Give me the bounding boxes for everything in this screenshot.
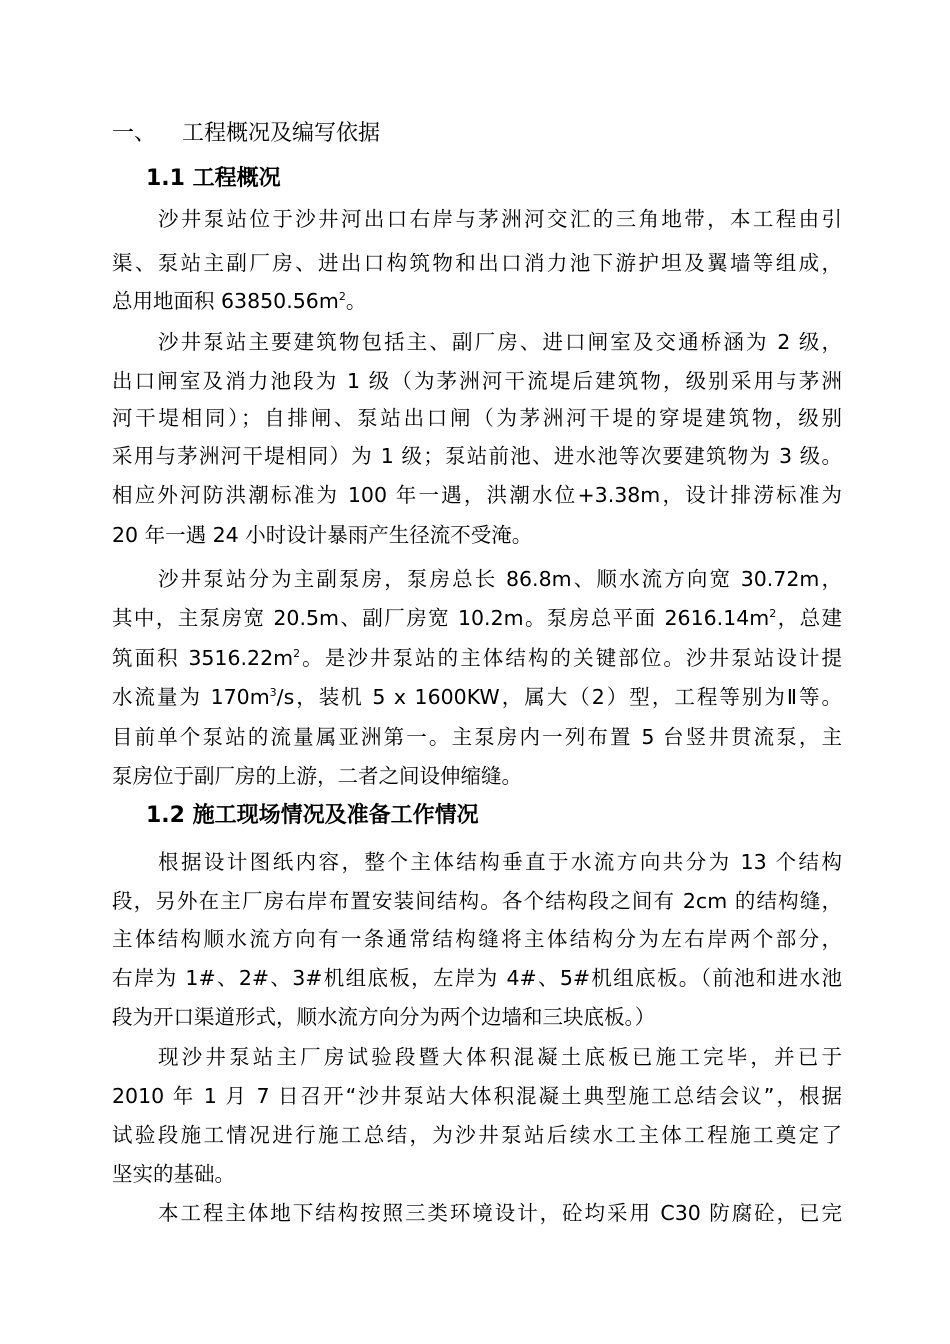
paragraph-line: 20 年一遇 24 小时设计暴雨产生径流不受淹。	[112, 523, 533, 547]
section-heading-1-2: 1.2 施工现场情况及准备工作情况	[146, 803, 479, 828]
paragraph-line: 段，另外在主厂房右岸布置安装间结构。各个结构段之间有 2cm 的结构缝，	[112, 889, 842, 913]
paragraph-line: 采用与茅洲河干堤相同）为 1 级；泵站前池、进水池等次要建筑物为 3 级。	[112, 444, 842, 468]
paragraph-line: 目前单个泵站的流量属亚洲第一。主泵房内一列布置 5 台竖井贯流泵，主	[112, 725, 842, 749]
text-run: 其中，主泵房宽 20.5m、副厂房宽 10.2m。泵房总平面 2616.14m	[112, 606, 770, 630]
text-run: 水流量为 170m	[112, 685, 270, 709]
paragraph-line: 右岸为 1#、2#、3#机组底板，左岸为 4#、5#机组底板。（前池和进水池	[112, 966, 842, 990]
section-heading-1-1: 1.1 工程概况	[146, 166, 281, 191]
text-run: ，总建	[776, 606, 842, 630]
text-run: 。	[345, 289, 367, 313]
paragraph-line: 2010 年 1 月 7 日召开“沙井泵站大体积混凝土典型施工总结会议”，根据	[112, 1084, 842, 1108]
text-run: 总用地面积 63850.56m	[112, 289, 339, 313]
paragraph-line: 沙井泵站位于沙井河出口右岸与茅洲河交汇的三角地带，本工程由引	[158, 207, 842, 231]
paragraph-line: 沙井泵站分为主副泵房，泵房总长 86.8m、顺水流方向宽 30.72m，	[158, 567, 842, 591]
text-run: /s，装机 5 x 1600KW，属大（2）型，工程等别为Ⅱ等。	[276, 685, 842, 709]
text-run: 筑面积 3516.22m	[112, 646, 294, 670]
paragraph-line: 段为开口渠道形式，顺水流方向分为两个边墙和三块底板。）	[112, 1005, 656, 1029]
paragraph-line	[112, 641, 842, 675]
paragraph-line	[112, 601, 842, 635]
superscript: 2	[293, 647, 301, 661]
paragraph-line: 河干堤相同）；自排闸、泵站出口闸（为茅洲河干堤的穿堤建筑物，级别	[112, 406, 842, 430]
paragraph-line	[112, 680, 842, 714]
chapter-title: 工程概况及编写依据	[182, 121, 381, 146]
chapter-heading	[112, 116, 380, 152]
paragraph-line: 泵房位于副厂房的上游，二者之间设伸缩缝。	[112, 764, 522, 788]
superscript: 2	[769, 607, 777, 621]
paragraph-line: 坚实的基础。	[112, 1162, 235, 1186]
paragraph-line: 现沙井泵站主厂房试验段暨大体积混凝土底板已施工完毕，并已于	[158, 1045, 842, 1069]
paragraph-line: 根据设计图纸内容，整个主体结构垂直于水流方向共分为 13 个结构	[158, 850, 842, 874]
text-run: 。是沙井泵站的主体结构的关键部位。沙井泵站设计提	[300, 646, 842, 670]
paragraph-line: 渠、泵站主副厂房、进出口构筑物和出口消力池下游护坦及翼墙等组成，	[112, 251, 842, 275]
paragraph-line: 出口闸室及消力池段为 1 级（为茅洲河干流堤后建筑物，级别采用与茅洲	[112, 369, 842, 393]
superscript: 3	[269, 686, 277, 700]
paragraph-line: 沙井泵站主要建筑物包括主、副厂房、进口闸室及交通桥涵为 2 级，	[158, 330, 842, 354]
paragraph-line	[112, 284, 842, 318]
paragraph-line: 主体结构顺水流方向有一条通常结构缝将主体结构分为左右岸两个部分，	[112, 927, 842, 951]
paragraph-line: 本工程主体地下结构按照三类环境设计，砼均采用 C30 防腐砼，已完	[158, 1201, 842, 1225]
paragraph-line: 试验段施工情况进行施工总结，为沙井泵站后续水工主体工程施工奠定了	[112, 1123, 842, 1147]
paragraph-line: 相应外河防洪潮标准为 100 年一遇，洪潮水位+3.38m，设计排涝标准为	[112, 483, 842, 507]
chapter-number: 一、	[112, 121, 157, 146]
superscript: 2	[338, 290, 346, 304]
